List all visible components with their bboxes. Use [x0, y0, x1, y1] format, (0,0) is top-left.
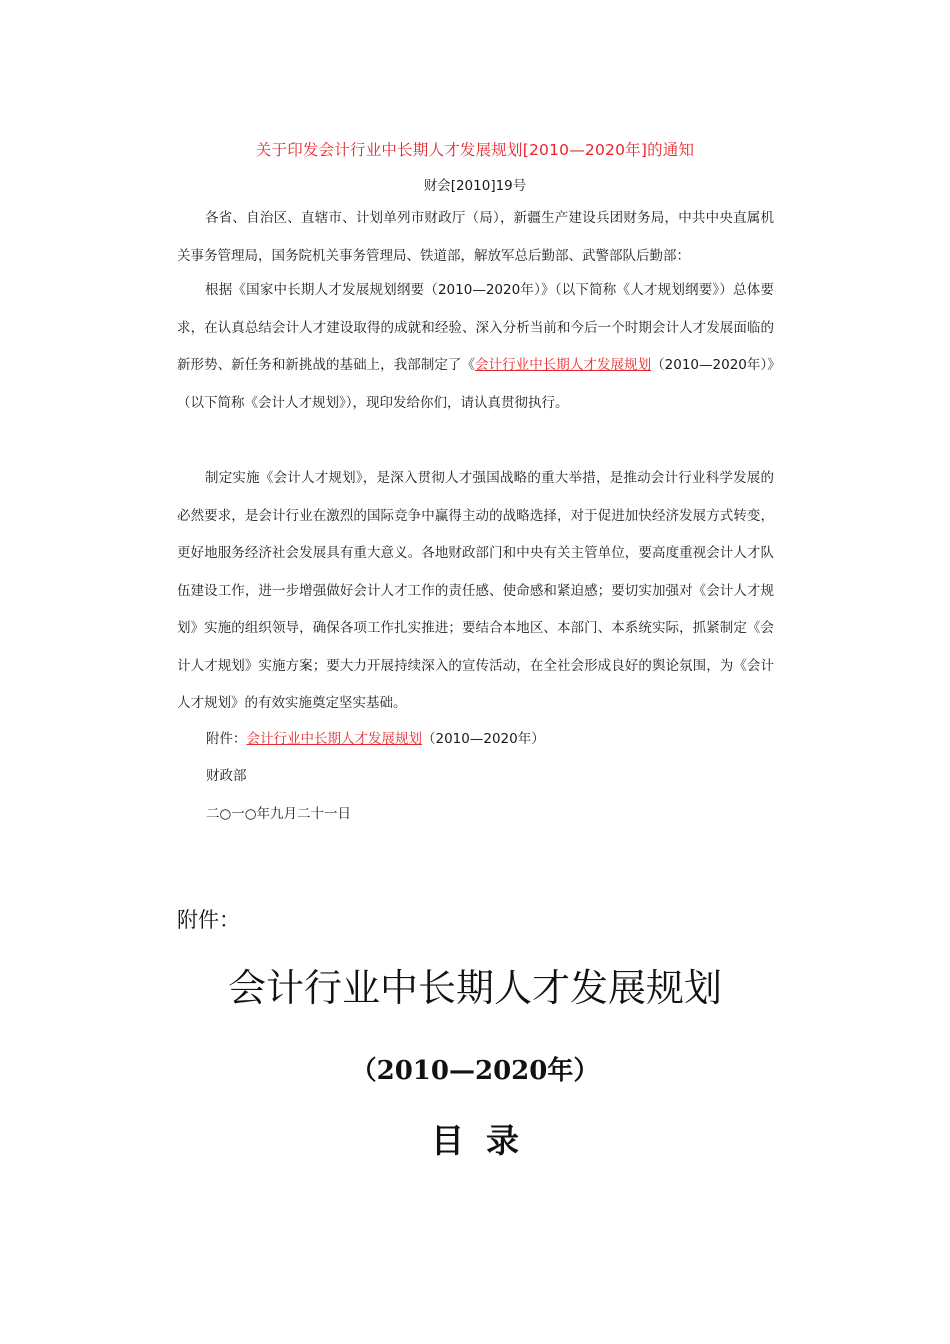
addressees-text: 各省、自治区、直辖市、计划单列市财政厅（局），新疆生产建设兵团财务局，中共中央直属机关事务管理局，国务院机关事务管理局、铁道部，解放军总后勤部、武警部队后勤部： — [177, 210, 774, 264]
paragraph-1-text-b: （2010—2020年）》（以下简称《会计人才规划》），现印发给你们，请认真贯彻执行。 — [177, 357, 775, 411]
notice-paragraph-1 — [177, 272, 774, 422]
issuer: 财政部 — [206, 768, 247, 784]
attachment-heading: 附件： — [177, 908, 240, 932]
paragraph-1-text-a: 根据《国家中长期人才发展规划纲要（2010—2020年）》（以下简称《人才规划纲要》）总体要求，在认真总结会计人才建设取得的成就和经验、深入分析当前和今后一个时期会计人才发展面临的新形势、新任务和新挑战的基础上，我部制定了《 — [177, 282, 774, 373]
issue-date: 二○一○年九月二十一日 — [206, 806, 352, 822]
notice-title: 关于印发会计行业中长期人才发展规划[2010—2020年]的通知 — [255, 141, 695, 159]
attachment-label: 附件： — [206, 731, 247, 747]
plan-title: 会计行业中长期人才发展规划 — [227, 966, 722, 1010]
plan-years: （2010—2020年） — [350, 1056, 600, 1086]
plan-attachment-link[interactable]: 会计行业中长期人才发展规划 — [246, 731, 422, 747]
table-of-contents-title: 目录 — [431, 1121, 541, 1160]
notice-paragraph-2 — [177, 460, 774, 723]
attachment-line — [206, 729, 545, 749]
plan-link-inline[interactable]: 会计行业中长期人才发展规划 — [475, 357, 652, 373]
document-number: 财会[2010]19号 — [423, 178, 527, 194]
attachment-suffix: （2010—2020年） — [422, 731, 545, 747]
addressees-paragraph — [177, 200, 774, 275]
paragraph-2-text: 制定实施《会计人才规划》，是深入贯彻人才强国战略的重大举措，是推动会计行业科学发展的必然要求，是会计行业在激烈的国际竞争中赢得主动的战略选择，对于促进加快经济发展方式转变，更好地服务经济社会发展具有重大意义。各地财政部门和中央有关主管单位，要高度重视会计人才队伍建设工作，进一步增强做好会计人才工作的责任感、使命感和紧迫感；要切实加强对《会计人才规划》实施的组织领导，确保各项工作扎实推进；要结合本地区、本部门、本系统实际，抓紧制定《会计人才规划》实施方案；要大力开展持续深入的宣传活动，在全社会形成良好的舆论氛围，为《会计人才规划》的有效实施奠定坚实基础。 — [177, 470, 774, 711]
